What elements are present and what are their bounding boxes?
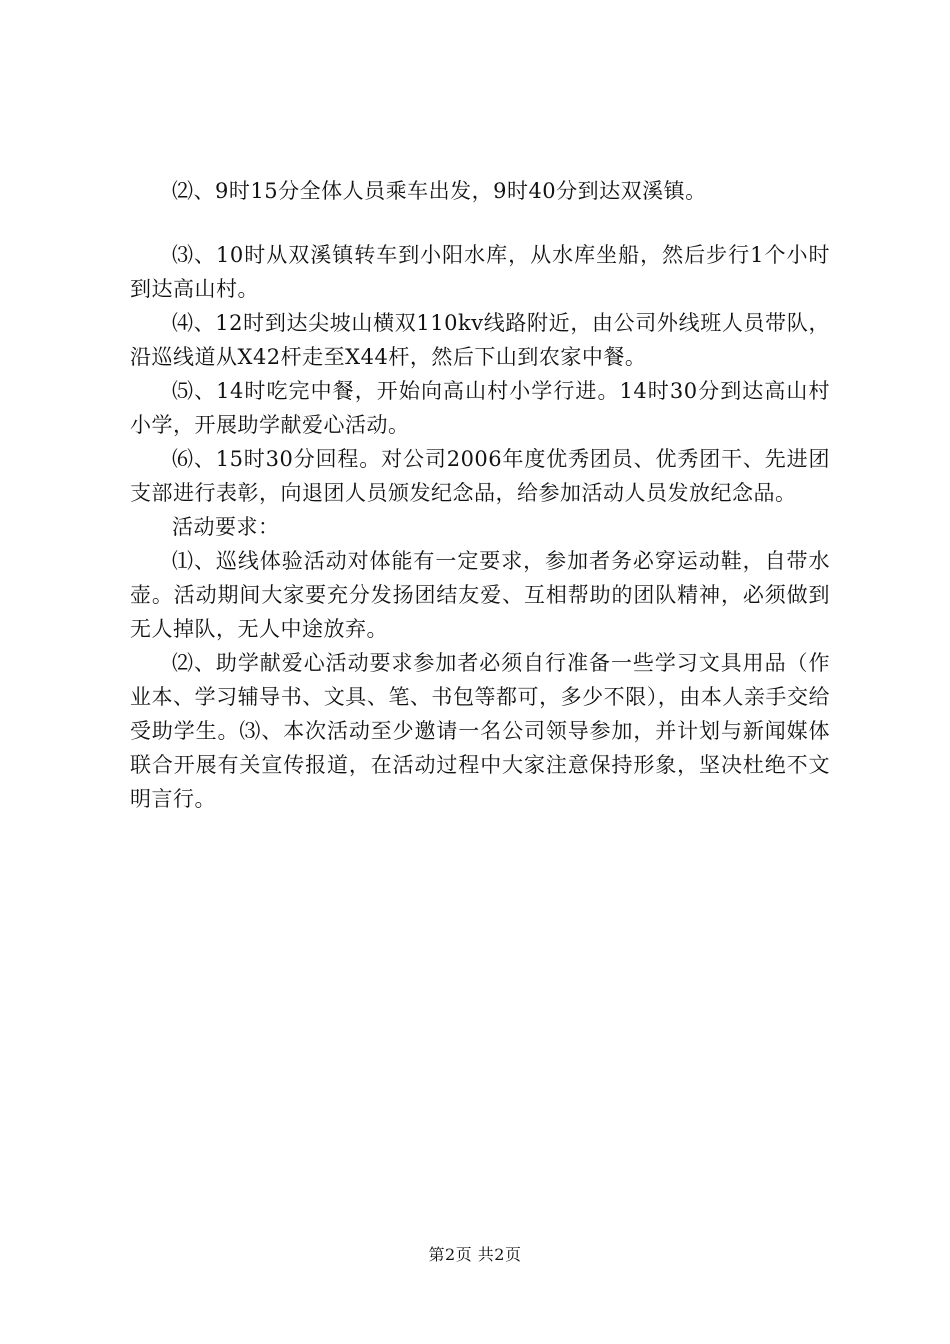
requirements-heading: 活动要求：	[172, 515, 280, 539]
requirement-item-2: ⑵、助学献爱心活动要求参加者必须自行准备一些学习文具用品（作业本、学习辅导书、文具、笔、书包等都可，多少不限），由本人亲手交给受助学生。⑶、本次活动至少邀请一名公司领导参加，并计划与新闻媒体联合开展有关宣传报道，在活动过程中大家注意保持形象，坚决杜绝不文明言行。	[130, 651, 830, 811]
document-body	[130, 174, 830, 816]
schedule-item-6: ⑹、15时30分回程。对公司2006年度优秀团员、优秀团干、先进团支部进行表彰，向退团人员颁发纪念品，给参加活动人员发放纪念品。	[130, 447, 830, 505]
schedule-item-5: ⑸、14时吃完中餐，开始向高山村小学行进。14时30分到达高山村小学，开展助学献爱心活动。	[130, 379, 830, 437]
schedule-item-2: ⑵、9时15分全体人员乘车出发，9时40分到达双溪镇。	[172, 179, 707, 203]
page-number-footer: 第2页 共2页	[428, 1245, 522, 1264]
schedule-item-3: ⑶、10时从双溪镇转车到小阳水库，从水库坐船，然后步行1个小时到达高山村。	[130, 243, 830, 301]
schedule-item-4: ⑷、12时到达尖坡山横双110kv线路附近，由公司外线班人员带队，沿巡线道从X42杆走至X44杆，然后下山到农家中餐。	[130, 311, 830, 369]
requirement-item-1: ⑴、巡线体验活动对体能有一定要求，参加者务必穿运动鞋，自带水壶。活动期间大家要充分发扬团结友爱、互相帮助的团队精神，必须做到无人掉队，无人中途放弃。	[130, 549, 830, 641]
